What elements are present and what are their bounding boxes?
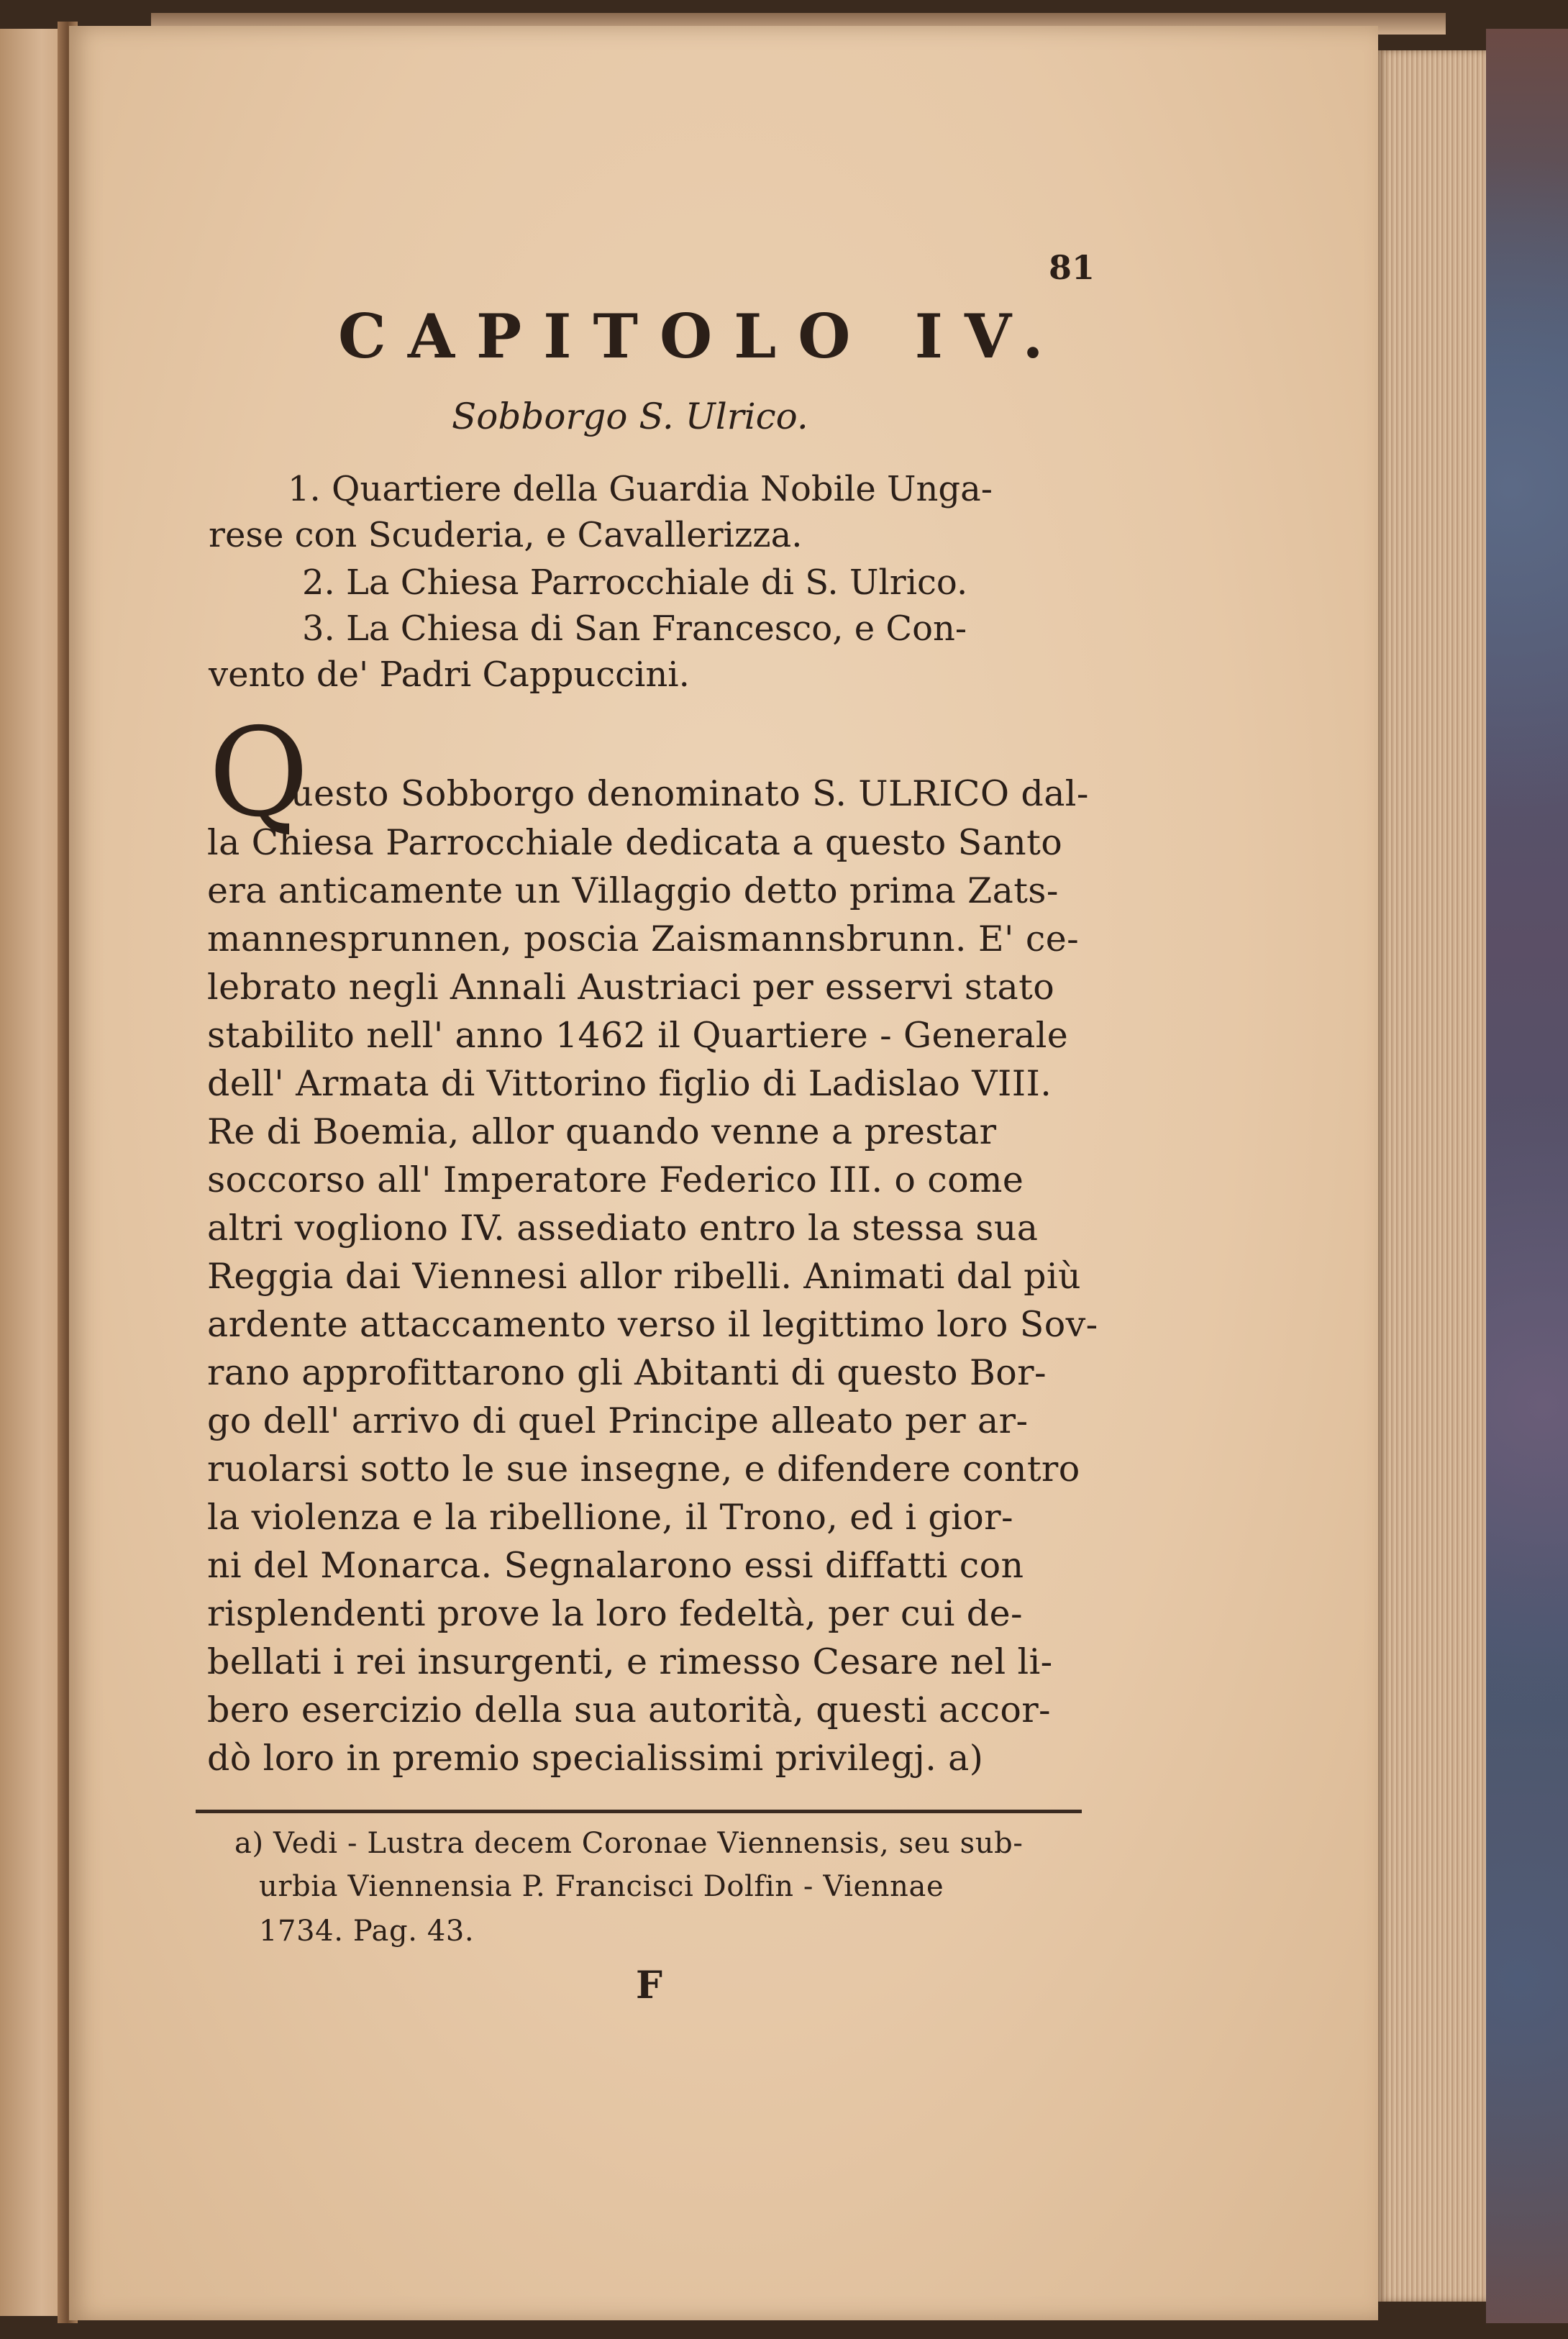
body-line: ruolarsi sotto le sue insegne, e difendere contro [207,1449,1080,1490]
signature-mark: F [636,1964,662,2007]
footnote-line: a) Vedi - Lustra decem Coronae Viennensis, seu sub- [234,1827,1024,1860]
summary-line: 1. Quartiere della Guardia Nobile Unga- [288,469,993,509]
summary-line: vento de' Padri Cappuccini. [209,655,690,695]
drop-cap: Q [209,702,309,844]
footnote-line: 1734. Pag. 43. [259,1915,475,1948]
body-line: ardente attaccamento verso il legittimo loro Sov- [207,1304,1098,1345]
summary-line: rese con Scuderia, e Cavallerizza. [209,515,803,555]
body-line: stabilito nell' anno 1462 il Quartiere - Generale [207,1015,1069,1056]
body-line: ni del Monarca. Segnalarono essi diffatti con [207,1545,1024,1586]
marbled-cover [1486,29,1568,2323]
body-line: la Chiesa Parrocchiale dedicata a questo Santo [207,822,1063,863]
chapter-title: CAPITOLO IV. [338,301,1065,372]
body-line: rano approfittarono gli Abitanti di questo Bor- [207,1352,1047,1393]
body-line: soccorso all' Imperatore Federico III. o come [207,1159,1024,1200]
chapter-subtitle: Sobborgo S. Ulrico. [452,396,808,437]
footnote-line: urbia Viennensia P. Francisci Dolfin - Viennae [259,1870,944,1903]
footnote-rule [196,1810,1082,1813]
page-number: 81 [1049,248,1095,287]
body-line: altri vogliono IV. assediato entro la stessa sua [207,1208,1039,1249]
body-line: Reggia dai Viennesi allor ribelli. Animati dal più [207,1256,1081,1297]
summary-line: 3. La Chiesa di San Francesco, e Con- [302,608,967,649]
body-line: Re di Boemia, allor quando venne a prestar [207,1111,997,1152]
body-line: uesto Sobborgo denominato S. ULRICO dal- [291,773,1089,814]
body-line: mannesprunnen, poscia Zaismannsbrunn. E' ce- [207,918,1080,959]
body-line: lebrato negli Annali Austriaci per esservi stato [207,967,1055,1008]
body-line: risplendenti prove la loro fedeltà, per cui de- [207,1593,1023,1634]
body-line: dò loro in premio specialissimi privilegj. a) [207,1738,984,1779]
body-line: go dell' arrivo di quel Principe alleato per ar- [207,1400,1029,1441]
body-line: bero esercizio della sua autorità, questi accor- [207,1690,1051,1731]
body-line: bellati i rei insurgenti, e rimesso Cesare nel li- [207,1641,1053,1682]
body-line: era anticamente un Villaggio detto prima Zats- [207,870,1059,911]
summary-line: 2. La Chiesa Parrocchiale di S. Ulrico. [302,562,968,603]
body-line: dell' Armata di Vittorino figlio di Ladislao VIII. [207,1063,1052,1104]
body-line: la violenza e la ribellione, il Trono, ed i gior- [207,1497,1013,1538]
page-block-edges [1378,50,1486,2302]
